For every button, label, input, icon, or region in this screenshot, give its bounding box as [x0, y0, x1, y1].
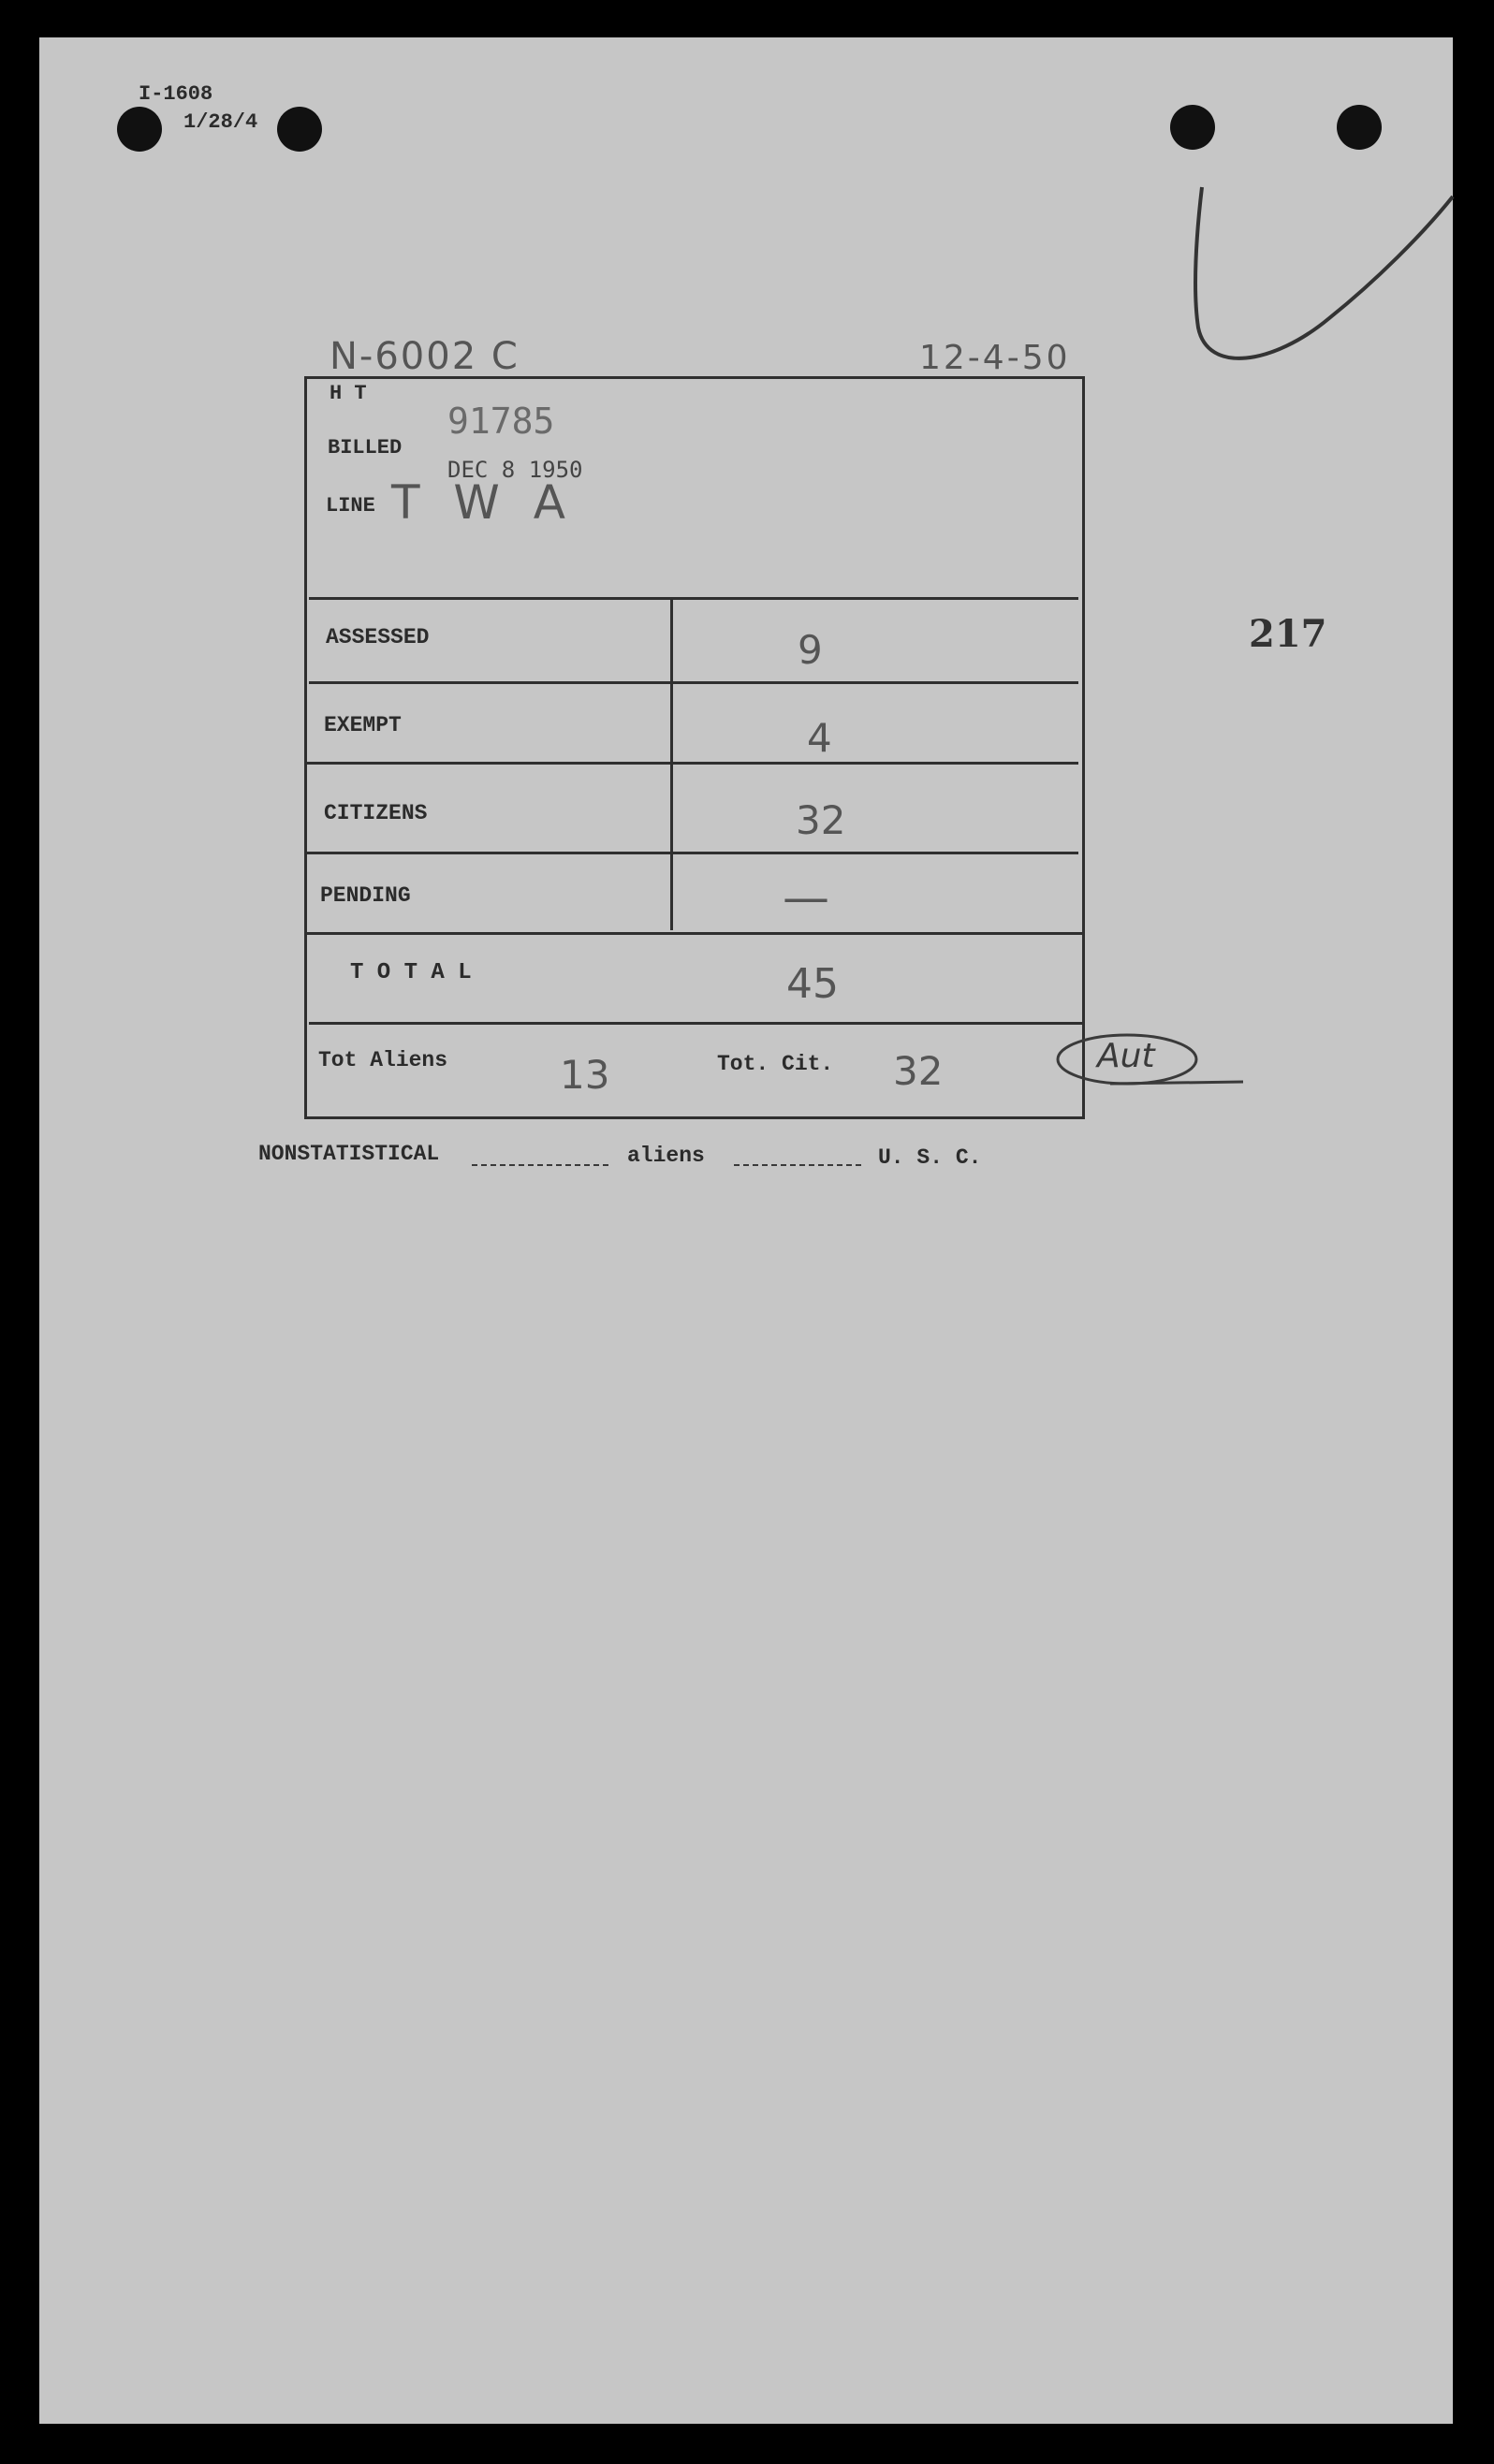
nonstatistical-usc-blank	[734, 1164, 861, 1166]
table-top-rule	[309, 597, 1078, 600]
billed-date-stamp: DEC 8 1950	[447, 457, 583, 483]
tot-aliens-label: Tot Aliens	[318, 1048, 448, 1072]
citizens-value: 32	[796, 797, 846, 843]
usc-label: U. S. C.	[878, 1145, 982, 1170]
exempt-value: 4	[807, 715, 832, 761]
form-date: 1/28/4	[183, 110, 258, 134]
line-value: T W A	[391, 475, 575, 530]
row-divider	[305, 932, 1082, 935]
assessed-value: 9	[798, 627, 823, 673]
form-number: I-1608	[139, 82, 213, 106]
manifest-number: N-6002 C	[330, 335, 520, 378]
exempt-label: EXEMPT	[324, 713, 402, 737]
citizens-label: CITIZENS	[324, 801, 428, 825]
total-value: 45	[786, 960, 839, 1008]
assessed-label: ASSESSED	[326, 625, 430, 649]
nonstatistical-label: NONSTATISTICAL	[258, 1142, 440, 1166]
row-divider	[309, 681, 1078, 684]
tot-cit-value: 32	[893, 1048, 944, 1094]
aliens-label: aliens	[627, 1144, 705, 1168]
nonstatistical-aliens-blank	[472, 1164, 608, 1166]
line-label: LINE	[326, 494, 375, 518]
pending-value: —	[783, 870, 829, 925]
table-column-divider	[670, 599, 673, 930]
punch-hole-left-2	[277, 107, 322, 152]
ht-label: H T	[330, 382, 367, 405]
page-number: 217	[1249, 612, 1327, 656]
row-divider	[305, 762, 1078, 765]
pending-label: PENDING	[320, 883, 411, 908]
row-divider	[309, 1022, 1082, 1025]
punch-hole-right-1	[1170, 105, 1215, 150]
tot-cit-label: Tot. Cit.	[717, 1052, 834, 1076]
row-divider	[305, 852, 1078, 854]
tot-aliens-value: 13	[560, 1052, 610, 1098]
total-label: T O T A L	[350, 960, 472, 985]
initials-signature	[1054, 1029, 1251, 1093]
punch-hole-right-2	[1337, 105, 1382, 150]
billed-number-stamp: 91785	[447, 401, 555, 442]
billed-label: BILLED	[328, 436, 403, 459]
punch-hole-left-1	[117, 107, 162, 152]
manifest-date: 12-4-50	[919, 339, 1071, 377]
check-mark-icon	[1189, 178, 1460, 384]
initials-text: Aut	[1097, 1037, 1155, 1075]
